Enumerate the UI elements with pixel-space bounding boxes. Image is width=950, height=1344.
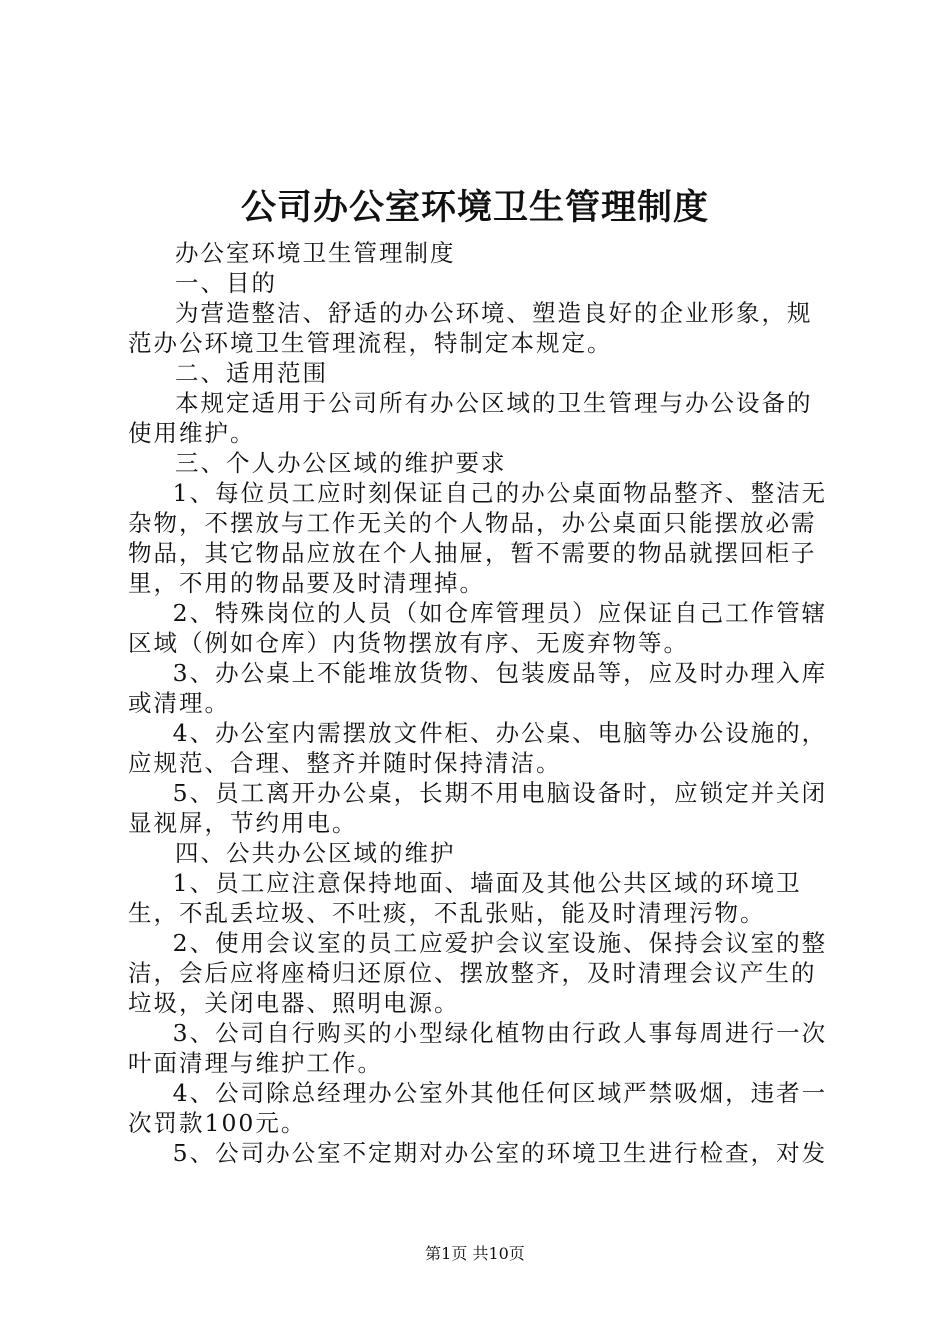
document-body — [128, 238, 832, 1168]
list-item: 1、员工应注意保持地面、墙面及其他公共区域的环境卫生，不乱丢垃圾、不吐痰，不乱张贴，能及时清理污物。 — [128, 869, 802, 927]
list-item: 5、员工离开办公桌，长期不用电脑设备时，应锁定并关闭显视屏，节约用电。 — [128, 779, 828, 837]
paragraph-scope: 本规定适用于公司所有办公区域的卫生管理与办公设备的使用维护。 — [128, 389, 813, 447]
section-heading-scope: 二、适用范围 — [175, 359, 328, 387]
document-title: 公司办公室环境卫生管理制度 — [240, 187, 709, 228]
list-item: 3、公司自行购买的小型绿化植物由行政人事每周进行一次叶面清理与维护工作。 — [128, 1019, 828, 1077]
paragraph-subtitle: 办公室环境卫生管理制度 — [175, 239, 456, 267]
page-footer: 第1页 共10页 — [425, 1244, 525, 1263]
section-heading-purpose: 一、目的 — [175, 269, 277, 297]
paragraph-purpose: 为营造整洁、舒适的办公环境、塑造良好的企业形象，规范办公环境卫生管理流程，特制定本规定。 — [128, 299, 813, 357]
list-item: 4、办公室内需摆放文件柜、办公桌、电脑等办公设施的，应规范、合理、整齐并随时保持清洁。 — [128, 719, 828, 777]
list-item: 1、每位员工应时刻保证自己的办公桌面物品整齐、整洁无杂物，不摆放与工作无关的个人物品，办公桌面只能摆放必需物品，其它物品应放在个人抽屉，暂不需要的物品就摆回柜子里，不用的物品要及时清理掉。 — [128, 479, 828, 597]
list-item: 2、使用会议室的员工应爱护会议室设施、保持会议室的整洁，会后应将座椅归还原位、摆放整齐，及时清理会议产生的垃圾，关闭电器、照明电源。 — [128, 929, 828, 1017]
section-heading-personal-area: 三、个人办公区域的维护要求 — [175, 449, 507, 477]
list-item: 2、特殊岗位的人员（如仓库管理员）应保证自己工作管辖区域（例如仓库）内货物摆放有序、无废弃物等。 — [128, 599, 828, 657]
list-item: 5、公司办公室不定期对办公室的环境卫生进行检查，对发 — [172, 1139, 828, 1167]
list-item: 4、公司除总经理办公室外其他任何区域严禁吸烟，违者一次罚款100元。 — [128, 1079, 828, 1137]
list-item: 3、办公桌上不能堆放货物、包装废品等，应及时办理入库或清理。 — [128, 659, 828, 717]
section-heading-public-area: 四、公共办公区域的维护 — [175, 839, 456, 867]
